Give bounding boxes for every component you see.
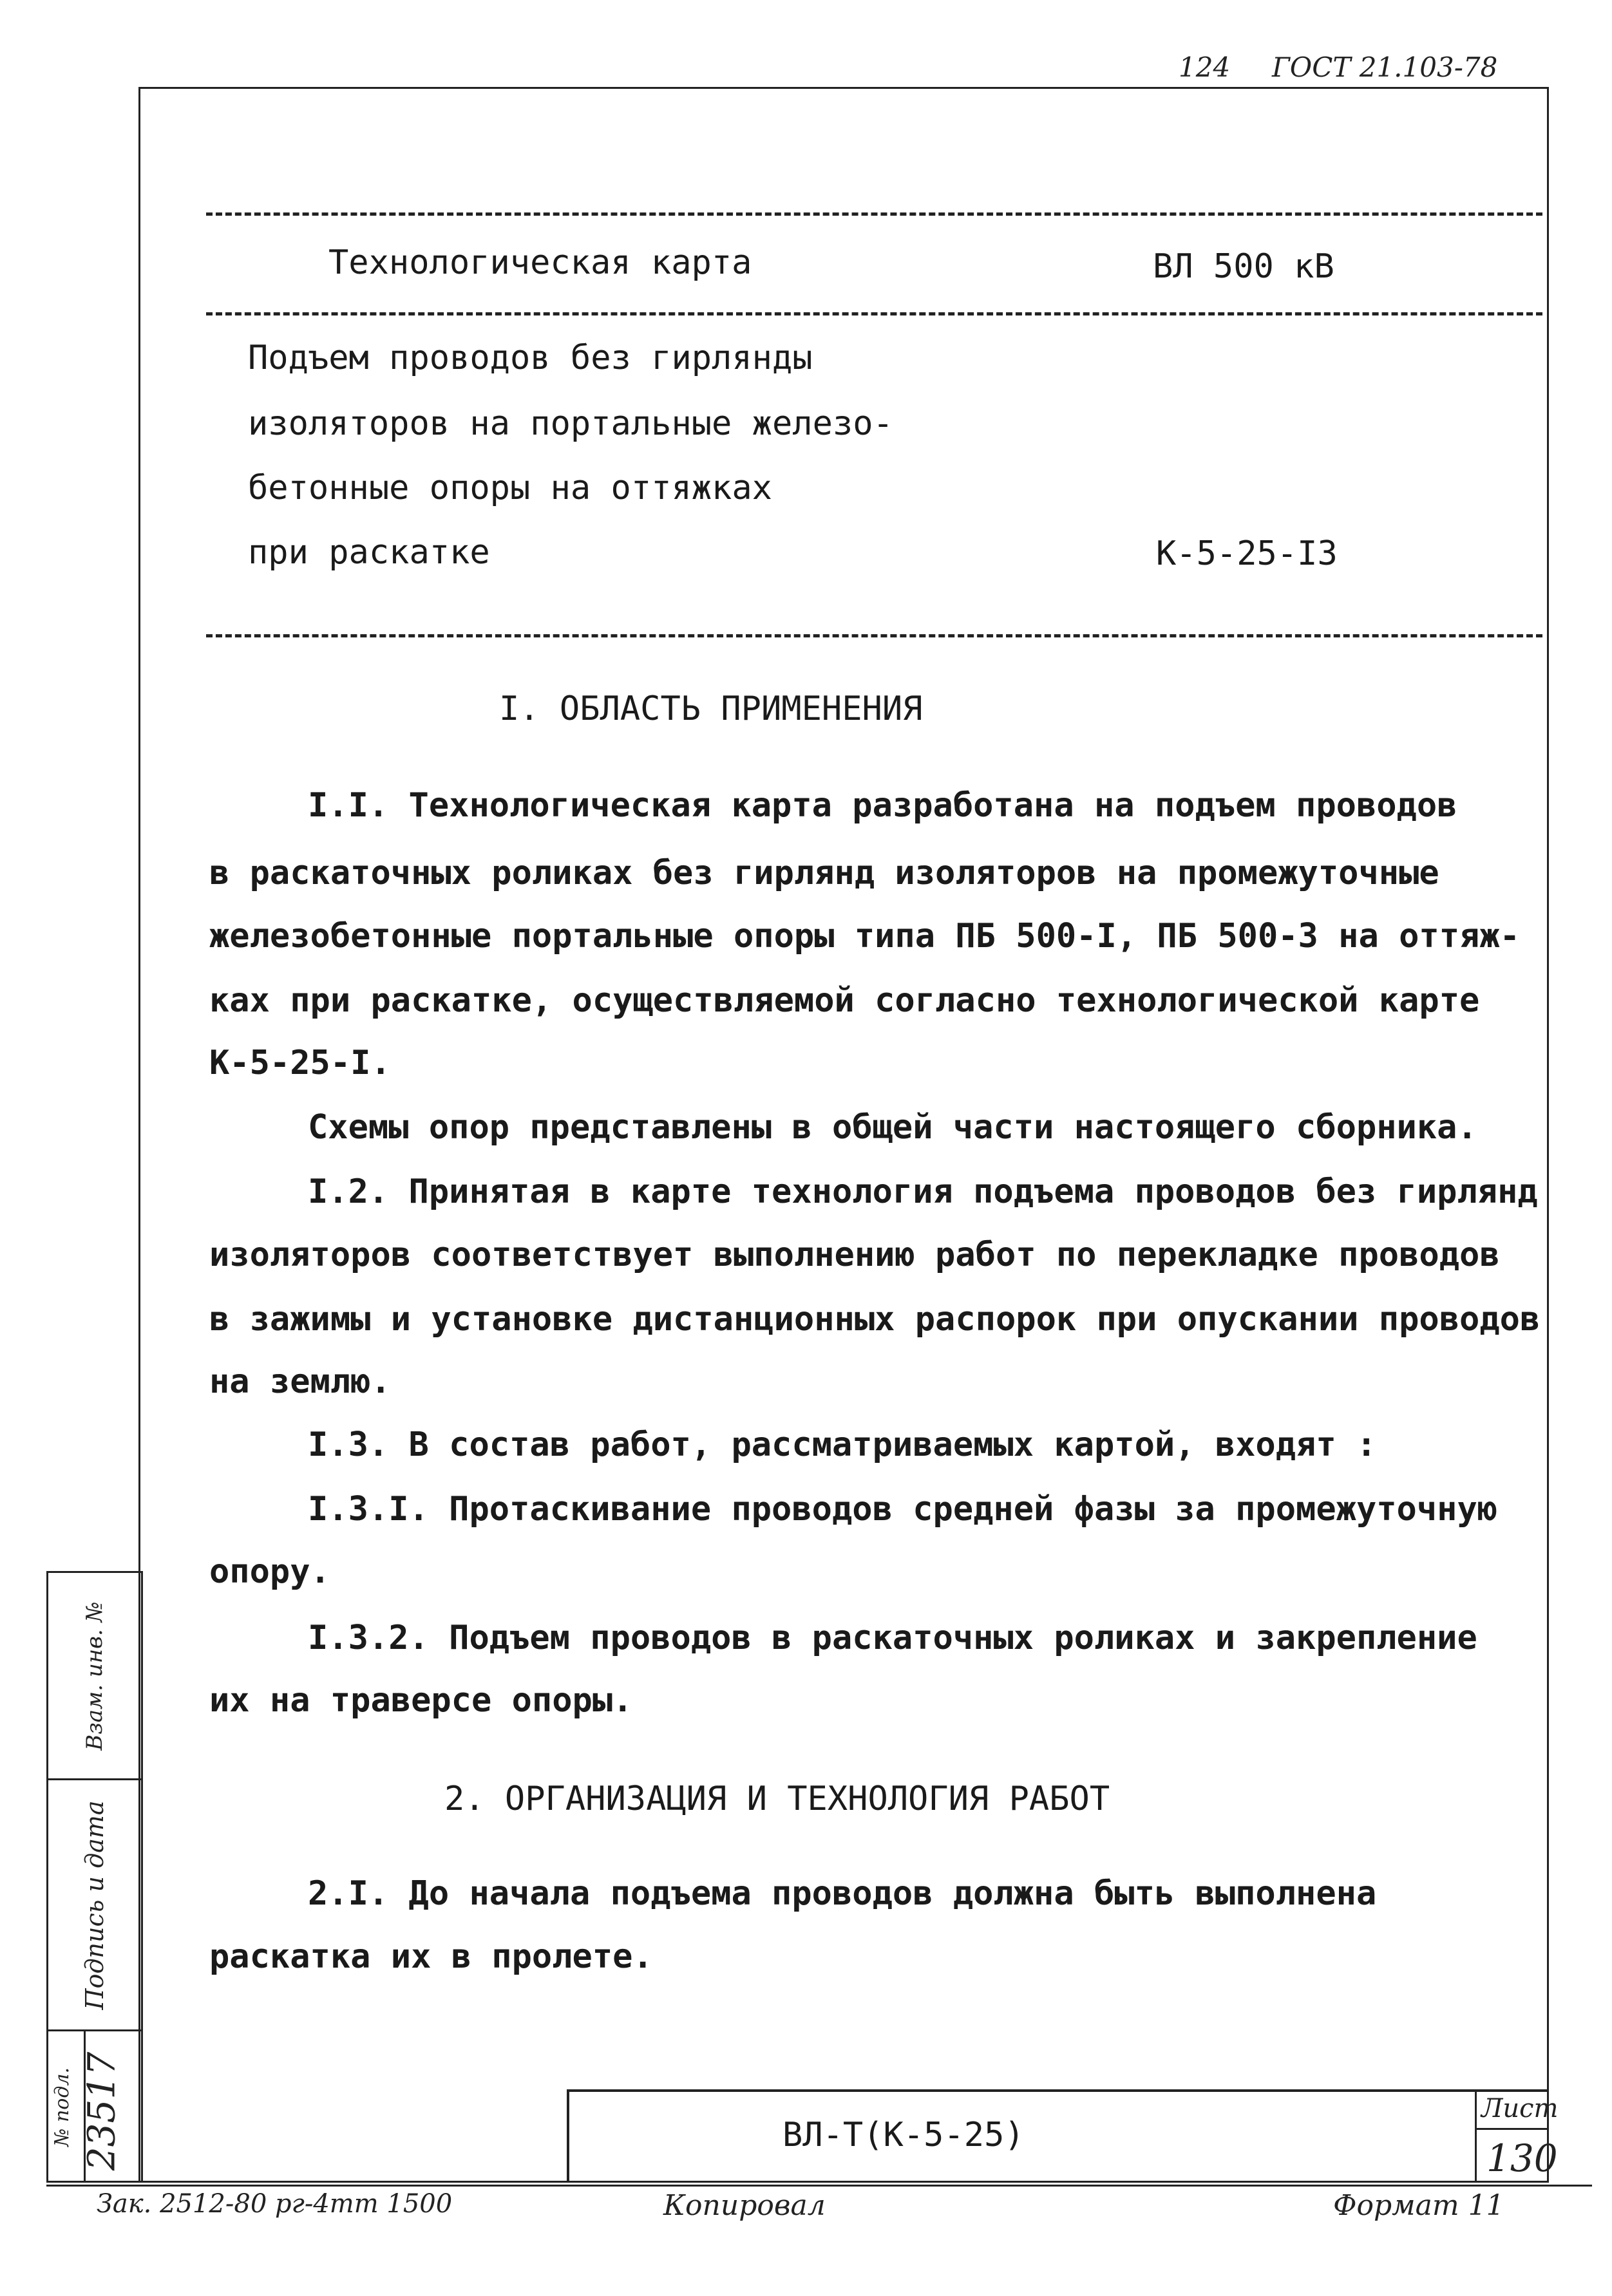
footer-line (46, 2185, 1592, 2187)
subject-line: изоляторов на портальные железо- (248, 404, 893, 443)
paragraph-line: I.I. Технологическая карта разработана на подъем проводов (308, 786, 1457, 825)
subject-line: при раскатке (248, 533, 490, 572)
inventory-number-cell (46, 2031, 143, 2183)
signature-date-cell (46, 1780, 143, 2031)
replace-label: Взам. инв. № (82, 1601, 108, 1751)
inventory-number: 23517 (79, 2051, 124, 2171)
paragraph-line: опору. (209, 1552, 330, 1591)
divider (206, 634, 1542, 637)
replace-inventory-cell (46, 1571, 143, 1780)
copied-by: Копировал (663, 2189, 826, 2222)
section-heading: 2. ОРГАНИЗАЦИЯ И ТЕХНОЛОГИЯ РАБОТ (444, 1780, 1110, 1818)
paragraph-line: в раскаточных роликах без гирлянд изоляторов на промежуточные (209, 854, 1439, 892)
paragraph-line: в зажимы и установке дистанционных распорок при опускании проводов (209, 1300, 1541, 1339)
section-heading: I. ОБЛАСТЬ ПРИМЕНЕНИЯ (499, 690, 923, 728)
header-voltage: ВЛ 500 кВ (1153, 247, 1334, 286)
divider (206, 212, 1542, 216)
card-code: К-5-25-I3 (1156, 534, 1338, 573)
sheet-number: 130 (1486, 2136, 1558, 2180)
paragraph-line: I.3. В состав работ, рассматриваемых картой, входят : (308, 1426, 1377, 1464)
paragraph-line: I.3.2. Подъем проводов в раскаточных роликах и закрепление (308, 1619, 1477, 1657)
paragraph-line: их на траверсе опоры. (209, 1681, 633, 1720)
paragraph-line: изоляторов соответствует выполнению работ по перекладке проводов (209, 1236, 1500, 1274)
standard-reference: ГОСТ 21.103-78 (1272, 52, 1498, 83)
title-block (567, 2089, 1549, 2183)
paragraph-line: Схемы опор представлены в общей части настоящего сборника. (308, 1108, 1477, 1147)
divider (1475, 2128, 1549, 2130)
sheet-label: Лист (1481, 2094, 1559, 2123)
page-mark: 124 (1179, 52, 1231, 83)
header-title: Технологическая карта (328, 243, 752, 282)
subject-line: бетонные опоры на оттяжках (248, 469, 772, 507)
inventory-label: № подл. (50, 2067, 73, 2147)
paragraph-line: раскатка их в пролете. (209, 1937, 653, 1976)
paragraph-line: I.3.I. Протаскивание проводов средней фазы за промежуточную (308, 1490, 1498, 1529)
divider (206, 312, 1542, 315)
paragraph-line: I.2. Принятая в карте технология подъема проводов без гирлянд (308, 1172, 1538, 1211)
paragraph-line: 2.I. До начала подъема проводов должна быть выполнена (308, 1874, 1377, 1913)
paragraph-line: К-5-25-I. (209, 1044, 391, 1082)
document-code: ВЛ-Т(К-5-25) (782, 2116, 1025, 2154)
signature-date-label: Подпись и дата (81, 1800, 109, 2010)
paragraph-line: ках при раскатке, осуществляемой согласно технологической карте (209, 981, 1480, 1020)
format-label: Формат 11 (1333, 2189, 1504, 2222)
paragraph-line: железобетонные портальные опоры типа ПБ 500-I, ПБ 500-3 на оттяж- (209, 917, 1520, 955)
subject-line: Подъем проводов без гирлянды (248, 339, 813, 377)
order-info: Зак. 2512-80 рг-4тт 1500 (97, 2189, 453, 2219)
paragraph-line: на землю. (209, 1362, 391, 1401)
